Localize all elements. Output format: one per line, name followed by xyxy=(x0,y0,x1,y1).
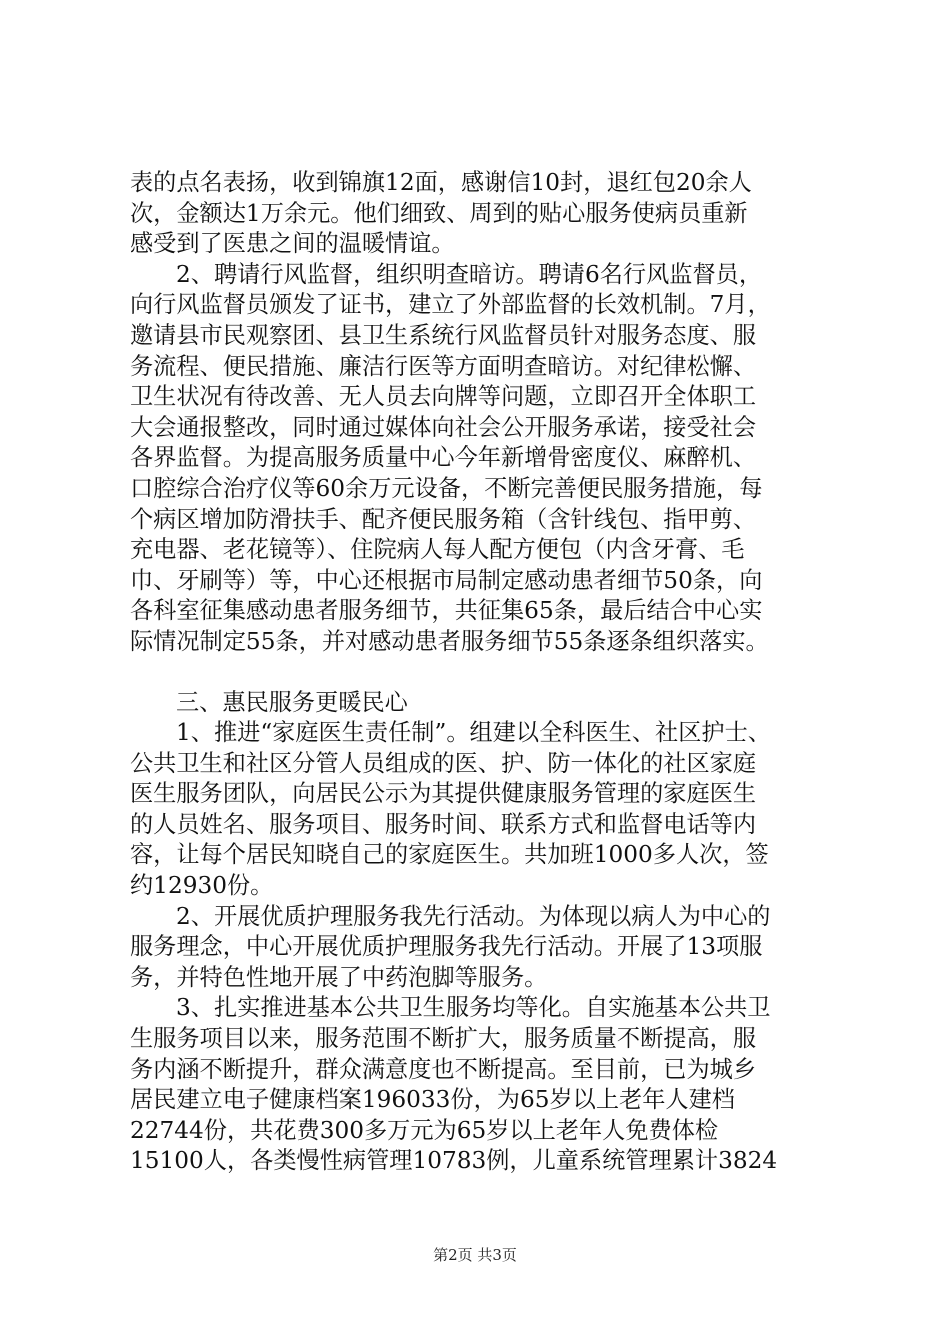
text-line: 个病区增加防滑扶手、配齐便民服务箱（含针线包、指甲剪、 xyxy=(130,505,757,533)
document-body xyxy=(130,168,830,1177)
text-line: 次，金额达1万余元。他们细致、周到的贴心服务使病员重新 xyxy=(130,199,748,227)
text-line: 生服务项目以来，服务范围不断扩大，服务质量不断提高，服 xyxy=(130,1025,757,1053)
text-line: 务内涵不断提升，群众满意度也不断提高。至目前，已为城乡 xyxy=(130,1055,757,1083)
text-line: 口腔综合治疗仪等60余万元设备，不断完善便民服务措施，每 xyxy=(130,474,763,502)
text-line: 的人员姓名、服务项目、服务时间、联系方式和监督电话等内 xyxy=(130,810,757,838)
text-line: 感受到了医患之间的温暖情谊。 xyxy=(130,230,455,258)
text-line: 各界监督。为提高服务质量中心今年新增骨密度仪、麻醉机、 xyxy=(130,444,757,472)
text-line: 各科室征集感动患者服务细节，共征集65条，最后结合中心实 xyxy=(130,597,763,625)
text-line: 22744份，共花费300多万元为65岁以上老年人免费体检 xyxy=(130,1116,719,1144)
text-line: 居民建立电子健康档案196033份，为65岁以上老年人建档 xyxy=(130,1086,735,1114)
text-line: 巾、牙刷等）等，中心还根据市局制定感动患者细节50条，向 xyxy=(130,566,763,594)
text-line: 务流程、便民措施、廉洁行医等方面明查暗访。对纪律松懈、 xyxy=(130,352,757,380)
text-line: 2、开展优质护理服务我先行活动。为体现以病人为中心的 xyxy=(176,902,771,930)
text-line: 公共卫生和社区分管人员组成的医、护、防一体化的社区家庭 xyxy=(130,749,757,777)
text-line: 3、扎实推进基本公共卫生服务均等化。自实施基本公共卫 xyxy=(176,994,771,1022)
text-line: 15100人，各类慢性病管理10783例，儿童系统管理累计3824 xyxy=(130,1147,778,1175)
text-line: 医生服务团队，向居民公示为其提供健康服务管理的家庭医生 xyxy=(130,780,757,808)
text-line: 充电器、老花镜等）、住院病人每人配方便包（内含牙膏、毛 xyxy=(130,536,745,564)
text-line: 1、推进“家庭医生责任制”。组建以全科医生、社区护士、 xyxy=(176,719,771,747)
text-line: 务，并特色性地开展了中药泡脚等服务。 xyxy=(130,963,548,991)
text-line: 服务理念，中心开展优质护理服务我先行活动。开展了13项服 xyxy=(130,933,763,961)
page-number: 第2页 共3页 xyxy=(433,1246,517,1264)
text-line: 邀请县市民观察团、县卫生系统行风监督员针对服务态度、服 xyxy=(130,321,757,349)
text-line: 2、聘请行风监督，组织明查暗访。聘请6名行风监督员， xyxy=(176,260,763,288)
section-heading: 三、惠民服务更暖民心 xyxy=(176,688,408,716)
text-line: 际情况制定55条，并对感动患者服务细节55条逐条组织落实。 xyxy=(130,627,769,655)
text-line: 约12930份。 xyxy=(130,872,274,900)
text-line: 容，让每个居民知晓自己的家庭医生。共加班1000多人次，签 xyxy=(130,841,769,869)
text-line: 向行风监督员颁发了证书，建立了外部监督的长效机制。7月， xyxy=(130,291,771,319)
text-line: 大会通报整改，同时通过媒体向社会公开服务承诺，接受社会 xyxy=(130,413,757,441)
text-line: 卫生状况有待改善、无人员去向牌等问题，立即召开全体职工 xyxy=(130,383,757,411)
text-line: 表的点名表扬，收到锦旗12面，感谢信10封，退红包20余人 xyxy=(130,169,752,196)
